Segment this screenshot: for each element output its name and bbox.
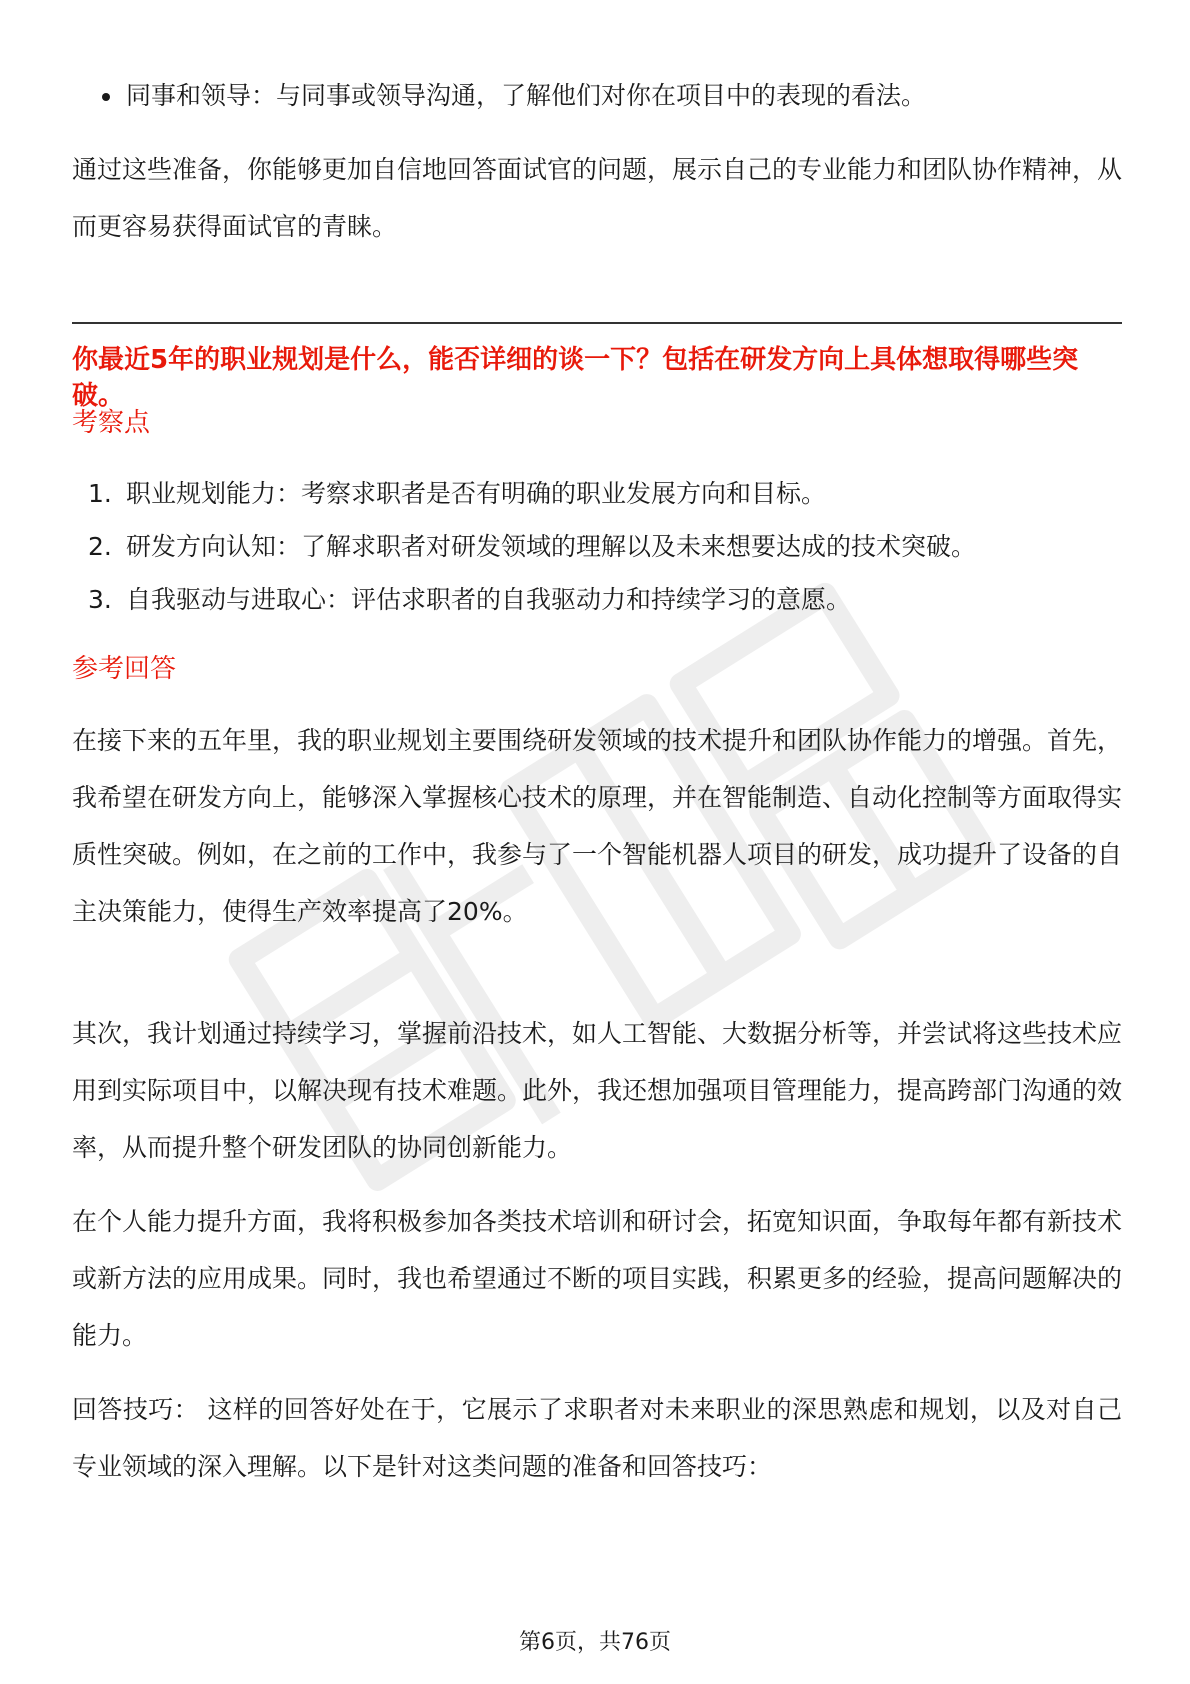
answer-tips-paragraph: 回答技巧： 这样的回答好处在于，它展示了求职者对未来职业的深思熟虑和规划，以及对自己专业领域的深入理解。以下是针对这类问题的准备和回答技巧： [72, 1395, 1122, 1481]
intro-paragraph: 通过这些准备，你能够更加自信地回答面试官的问题，展示自己的专业能力和团队协作精神，从而更容易获得面试官的青睐。 [72, 155, 1123, 241]
list-item-number: 2. [88, 532, 112, 561]
section-divider [72, 322, 1122, 324]
section-heading-points: 考察点 [72, 408, 151, 438]
bullet-item-text: 同事和领导：与同事或领导沟通，了解他们对你在项目中的表现的看法。 [126, 81, 927, 110]
page-footer: 第6页，共76页 [519, 1630, 671, 1655]
list-item-text: 自我驱动与进取心：评估求职者的自我驱动力和持续学习的意愿。 [126, 585, 852, 614]
list-item-text: 研发方向认知：了解求职者对研发领域的理解以及未来想要达成的技术突破。 [126, 532, 977, 561]
answer-paragraph: 其次，我计划通过持续学习，掌握前沿技术，如人工智能、大数据分析等，并尝试将这些技术应用到实际项目中，以解决现有技术难题。此外，我还想加强项目管理能力，提高跨部门沟通的效率，从而提升整个研发团队的协同创新能力。 [72, 1019, 1123, 1162]
list-item-number: 3. [88, 585, 112, 614]
list-item-text: 职业规划能力：考察求职者是否有明确的职业发展方向和目标。 [126, 479, 827, 508]
answer-paragraph: 在接下来的五年里，我的职业规划主要围绕研发领域的技术提升和团队协作能力的增强。首先，我希望在研发方向上，能够深入掌握核心技术的原理，并在智能制造、自动化控制等方面取得实质性突破。例如，在之前的工作中，我参与了一个智能机器人项目的研发，成功提升了设备的自主决策能力，使得生产效率提高了20%。 [72, 726, 1123, 926]
bullet-dot-icon [102, 93, 110, 101]
section-heading-answer: 参考回答 [72, 654, 177, 684]
answer-paragraph: 在个人能力提升方面，我将积极参加各类技术培训和研讨会，拓宽知识面，争取每年都有新技术或新方法的应用成果。同时，我也希望通过不断的项目实践，积累更多的经验，提高问题解决的能力。 [72, 1207, 1123, 1350]
question-heading: 你最近5年的职业规划是什么，能否详细的谈一下？包括在研发方向上具体想取得哪些突破。 [72, 345, 1079, 411]
list-item-number: 1. [88, 479, 112, 508]
